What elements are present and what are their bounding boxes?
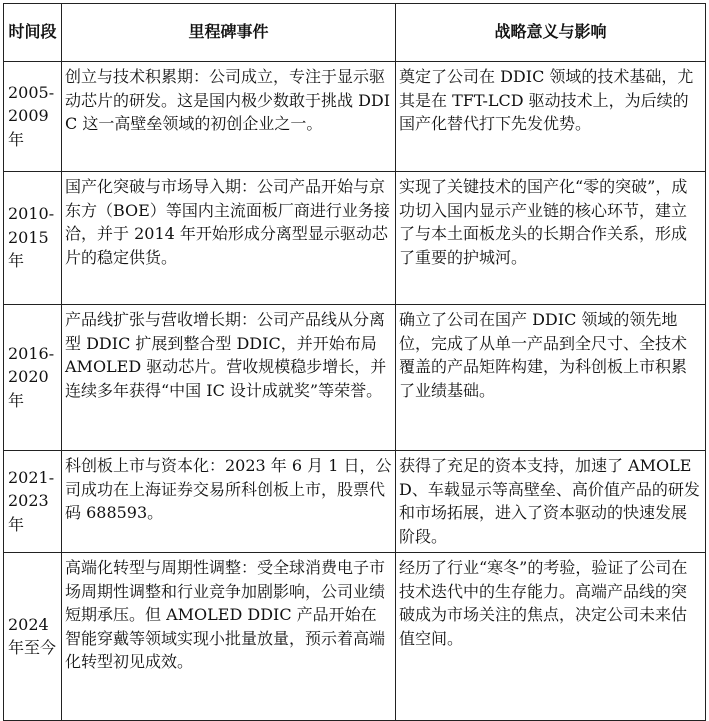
- period-cell: 2021-2023年: [4, 451, 62, 553]
- period-cell: 2024年至今: [4, 553, 62, 721]
- milestone-table: [3, 3, 706, 721]
- period-cell: 2016-2020年: [4, 305, 62, 451]
- significance-cell: 获得了充足的资本支持，加速了 AMOLED、车载显示等高壁垒、高价值产品的研发和市场拓展，进入了资本驱动的快速发展阶段。: [396, 451, 706, 553]
- header-significance: 战略意义与影响: [396, 4, 706, 62]
- table-row: [4, 172, 706, 305]
- significance-cell: 经历了行业“寒冬”的考验，验证了公司在技术迭代中的生存能力。高端产品线的突破成为市场关注的焦点，决定公司未来估值空间。: [396, 553, 706, 721]
- header-row: [4, 4, 706, 62]
- header-milestone: 里程碑事件: [62, 4, 396, 62]
- milestone-cell: 创立与技术积累期：公司成立，专注于显示驱动芯片的研发。这是国内极少数敢于挑战 DDIC 这一高壁垒领域的初创企业之一。: [62, 62, 396, 172]
- table-row: [4, 62, 706, 172]
- period-cell: 2005-2009年: [4, 62, 62, 172]
- significance-cell: 奠定了公司在 DDIC 领域的技术基础，尤其是在 TFT-LCD 驱动技术上，为后续的国产化替代打下先发优势。: [396, 62, 706, 172]
- milestone-cell: 科创板上市与资本化：2023 年 6 月 1 日，公司成功在上海证券交易所科创板上市，股票代码 688593。: [62, 451, 396, 553]
- milestone-cell: 国产化突破与市场导入期：公司产品开始与京东方（BOE）等国内主流面板厂商进行业务接洽，并于 2014 年开始形成分离型显示驱动芯片的稳定供货。: [62, 172, 396, 305]
- period-cell: 2010-2015年: [4, 172, 62, 305]
- header-period: 时间段: [4, 4, 62, 62]
- table-row: [4, 451, 706, 553]
- milestone-cell: 高端化转型与周期性调整：受全球消费电子市场周期性调整和行业竞争加剧影响，公司业绩短期承压。但 AMOLED DDIC 产品开始在智能穿戴等领域实现小批量放量，预示着高端化转型初见成效。: [62, 553, 396, 721]
- significance-cell: 实现了关键技术的国产化“零的突破”，成功切入国内显示产业链的核心环节，建立了与本土面板龙头的长期合作关系，形成了重要的护城河。: [396, 172, 706, 305]
- significance-cell: 确立了公司在国产 DDIC 领域的领先地位，完成了从单一产品到全尺寸、全技术覆盖的产品矩阵构建，为科创板上市积累了业绩基础。: [396, 305, 706, 451]
- table-row: [4, 553, 706, 721]
- table-row: [4, 305, 706, 451]
- milestone-cell: 产品线扩张与营收增长期：公司产品线从分离型 DDIC 扩展到整合型 DDIC，并开始布局 AMOLED 驱动芯片。营收规模稳步增长，并连续多年获得“中国 IC 设计成就奖”等荣誉。: [62, 305, 396, 451]
